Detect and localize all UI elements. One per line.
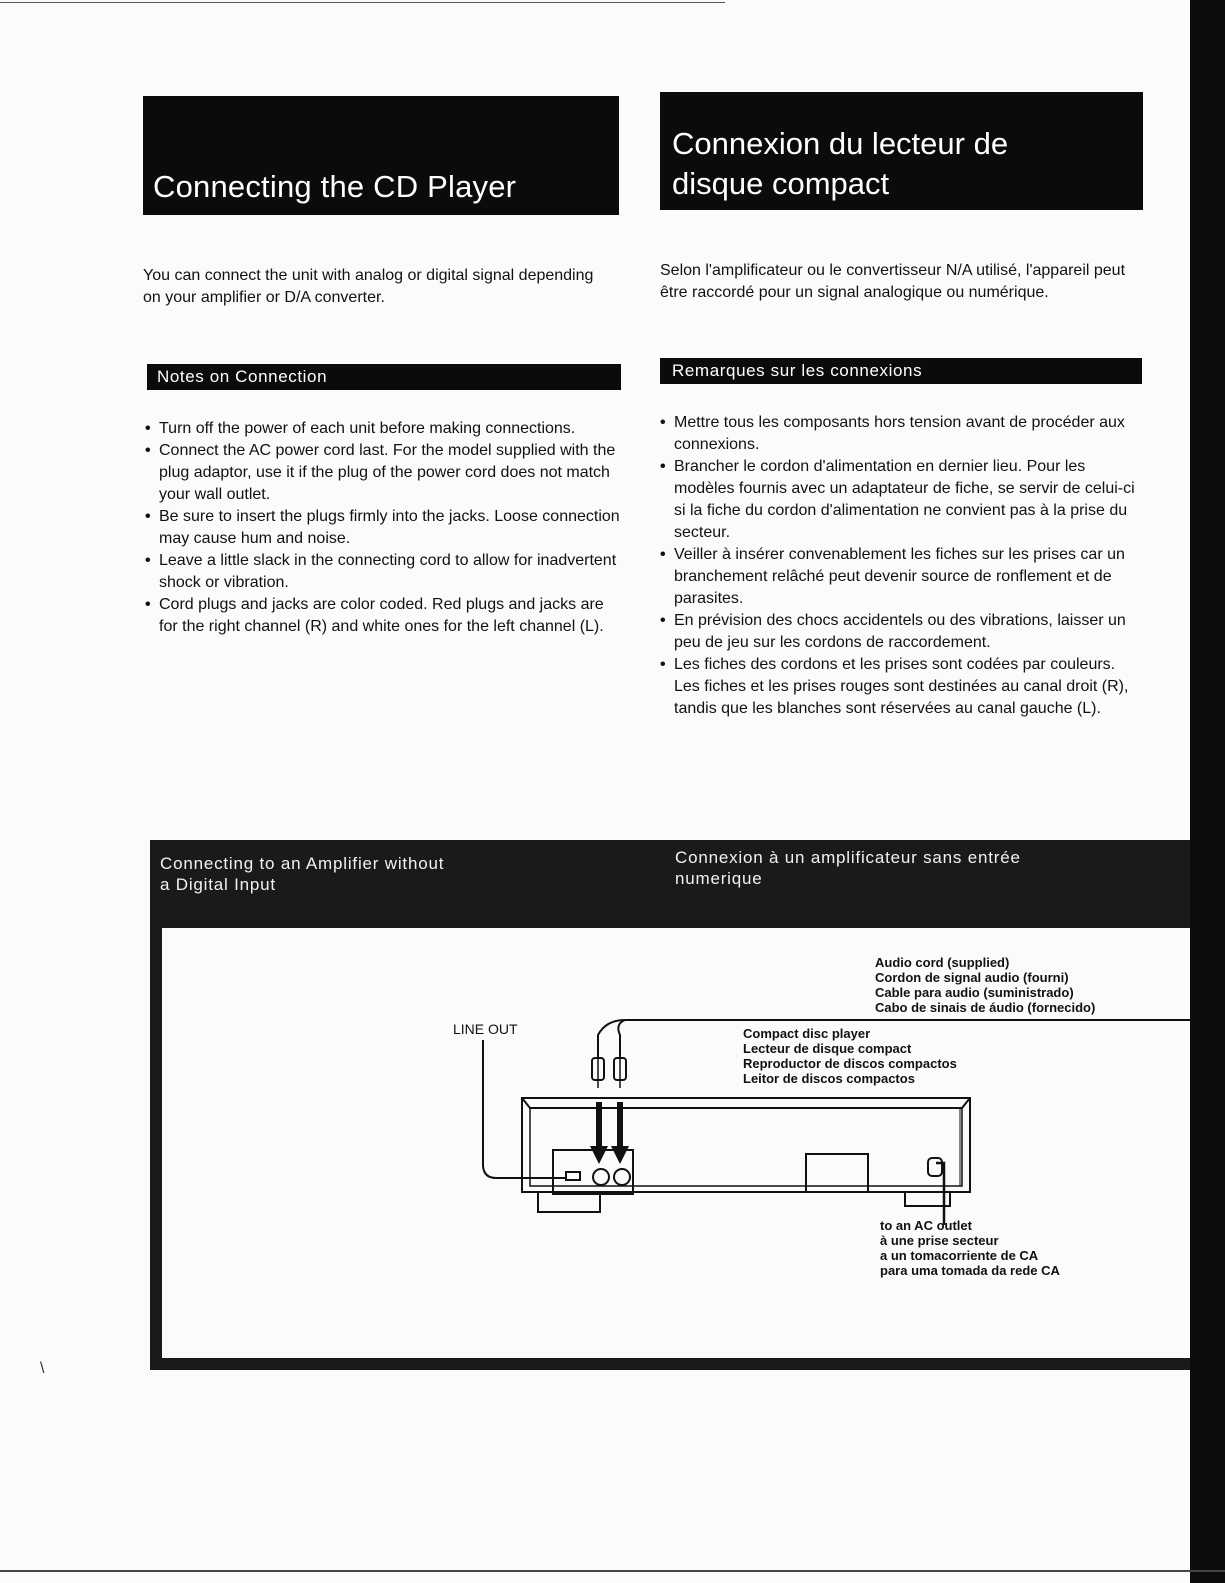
english-notes-heading: Notes on Connection bbox=[147, 364, 621, 390]
list-item: • En prévision des chocs accidentels ou des vibrations, laisser un peu de jeu sur les cordons de raccordement. bbox=[660, 610, 1140, 654]
french-notes-heading: Remarques sur les connexions bbox=[660, 358, 1142, 384]
list-item: • Turn off the power of each unit before making connections. bbox=[145, 418, 625, 440]
player-label-pt: Leitor de discos compactos bbox=[743, 1071, 915, 1086]
ac-outlet-label-en: to an AC outlet bbox=[880, 1218, 972, 1233]
arrow-shaft-left bbox=[596, 1102, 602, 1146]
line-out-jack-right bbox=[614, 1169, 630, 1185]
player-label-en: Compact disc player bbox=[743, 1026, 871, 1041]
player-label-fr: Lecteur de disque compact bbox=[743, 1041, 912, 1056]
list-item: • Les fiches des cordons et les prises sont codées par couleurs. Les fiches et les prises rouges sont destinées au canal droit (R), tandis que les blanches sont réservées au canal gauche (L). bbox=[660, 654, 1140, 720]
english-intro: You can connect the unit with analog or digital signal depending on your amplifier or D/A converter. bbox=[143, 267, 594, 306]
ac-outlet-label-pt: para uma tomada da rede CA bbox=[880, 1263, 1060, 1278]
player-top-edge bbox=[522, 1098, 970, 1108]
audio-cord-label bbox=[875, 955, 1175, 1015]
player-label bbox=[743, 1026, 1043, 1086]
ac-outlet-label-es: a un tomacorriente de CA bbox=[880, 1248, 1039, 1263]
arrow-head-right bbox=[611, 1146, 629, 1164]
french-title-line2: disque compact bbox=[672, 166, 890, 201]
french-diagram-heading-line2: numerique bbox=[675, 869, 763, 888]
player-body bbox=[522, 1098, 970, 1192]
line-out-label: LINE OUT bbox=[453, 1021, 518, 1037]
digital-jack bbox=[566, 1172, 580, 1180]
list-item: • Brancher le cordon d'alimentation en dernier lieu. Pour les modèles fournis avec un adaptateur de fiche, se servir de celui-ci si la fiche du cordon d'alimentation ne convient pas à la prise du secteur. bbox=[660, 456, 1140, 544]
ac-outlet-label bbox=[880, 1218, 1140, 1278]
list-item: • Cord plugs and jacks are color coded. Red plugs and jacks are for the right channel (R) and white ones for the left channel (L). bbox=[145, 594, 625, 638]
stray-mark: \ bbox=[40, 1360, 45, 1377]
list-item: • Mettre tous les composants hors tension avant de procéder aux connexions. bbox=[660, 412, 1140, 456]
audio-cord-label-en: Audio cord (supplied) bbox=[875, 955, 1010, 970]
line-out-jack-left bbox=[593, 1169, 609, 1185]
arrow-head-left bbox=[590, 1146, 608, 1164]
audio-cord-label-es: Cable para audio (suministrado) bbox=[875, 985, 1074, 1000]
arrow-shaft-right bbox=[617, 1102, 623, 1146]
audio-cord-label-pt: Cabo de sinais de áudio (fornecido) bbox=[875, 1000, 1096, 1015]
audio-cord-label-fr: Cordon de signal audio (fourni) bbox=[875, 970, 1069, 985]
player-label-es: Reproductor de discos compactos bbox=[743, 1056, 957, 1071]
english-title: Connecting the CD Player bbox=[153, 169, 517, 204]
french-diagram-heading-line1: Connexion à un amplificateur sans entrée bbox=[675, 848, 1021, 867]
list-item: • Leave a little slack in the connecting cord to allow for inadvertent shock or vibration. bbox=[145, 550, 625, 594]
ac-outlet-label-fr: à une prise secteur bbox=[880, 1233, 999, 1248]
french-intro: Selon l'amplificateur ou le convertisseur N/A utilisé, l'appareil peut être raccordé pour un signal analogique ou numérique. bbox=[660, 262, 1126, 301]
list-item: • Be sure to insert the plugs firmly into the jacks. Loose connection may cause hum and noise. bbox=[145, 506, 625, 550]
list-item: • Connect the AC power cord last. For the model supplied with the plug adaptor, use it if the plug of the power cord does not match your wall outlet. bbox=[145, 440, 625, 506]
english-diagram-heading-line1: Connecting to an Amplifier without bbox=[160, 854, 445, 873]
french-title-line1: Connexion du lecteur de bbox=[672, 126, 1009, 161]
ac-plug bbox=[928, 1158, 942, 1176]
list-item: • Veiller à insérer convenablement les fiches sur les prises car un branchement relâché peut devenir source de ronflement et de parasites. bbox=[660, 544, 1140, 610]
english-diagram-heading-line2: a Digital Input bbox=[160, 875, 276, 894]
